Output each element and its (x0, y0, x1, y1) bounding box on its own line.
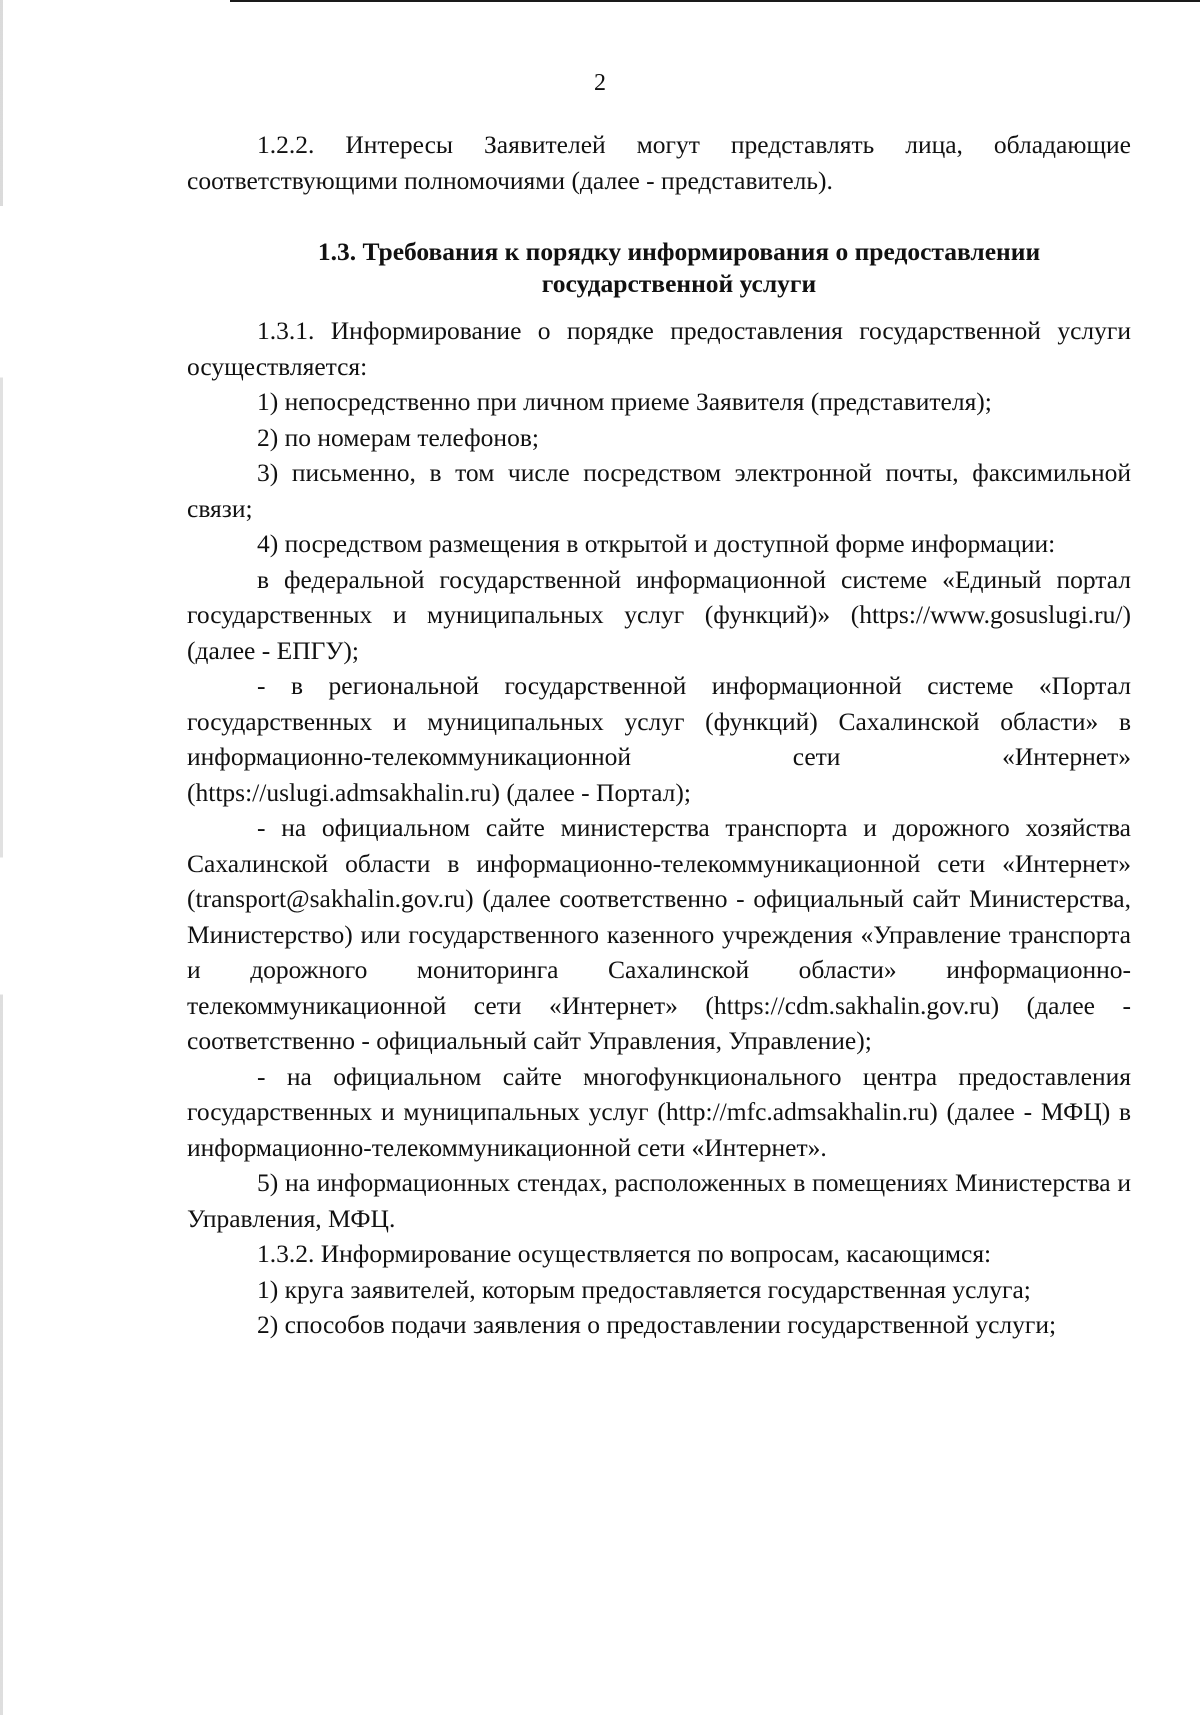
list-item: - на официальном сайте министерства транспорта и дорожного хозяйства Сахалинской области в информационно-телекоммуникационной сети «Интернет» (transport@sakhalin.gov.ru) (далее соответственно - официальный сайт Министерства, Министерство) или государственного казенного учреждения «Управление транспорта и дорожного мониторинга Сахалинской области» информационно-телекоммуникационной сети «Интернет» (https://cdm.sakhalin.gov.ru) (далее - соответственно - официальный сайт Управления, Управление); (187, 813, 1131, 1055)
document-body (187, 127, 1131, 1343)
scan-top-border (230, 0, 1200, 2)
section-heading-line-2: государственной услуги (541, 269, 817, 298)
list-item: 4) посредством размещения в открытой и доступной форме информации: (257, 529, 1056, 558)
section-heading-1-3 (187, 236, 1131, 300)
list-item: 2) по номерам телефонов; (257, 422, 539, 452)
list-item: 1) круга заявителей, которым предоставляется государственная услуга; (257, 1274, 1031, 1304)
list-item: 5) на информационных стендах, расположенных в помещениях Министерства и Управления, МФЦ. (187, 1168, 1131, 1233)
list-item: 3) письменно, в том числе посредством электронной почты, факсимильной связи; (187, 458, 1131, 523)
section-heading-line-1: 1.3. Требования к порядку информирования о предоставлении (317, 237, 1041, 266)
paragraph-1-3-1: 1.3.1. Информирование о порядке предоставления государственной услуги осуществляется: (187, 316, 1131, 381)
list-item: 2) способов подачи заявления о предоставлении государственной услуги; (257, 1310, 1057, 1339)
paragraph-list (187, 313, 1131, 1343)
paragraph-1-2-2: 1.2.2. Интересы Заявителей могут представлять лица, обладающие соответствующими полномочиями (далее - представитель). (187, 130, 1131, 195)
list-item: - на официальном сайте многофункционального центра предоставления государственных и муниципальных услуг (http://mfc.admsakhalin.ru) (далее - МФЦ) в информационно-телекоммуникационной сети «Интернет». (187, 1061, 1131, 1162)
paragraph-1-3-2: 1.3.2. Информирование осуществляется по вопросам, касающимся: (257, 1239, 992, 1268)
list-item: 1) непосредственно при личном приеме Заявителя (представителя); (257, 387, 992, 416)
list-item: - в региональной государственной информационной системе «Портал государственных и муниципальных услуг (функций) Сахалинской области» в информационно-телекоммуникационной сети «Интернет» (https://uslugi.admsakhalin.ru) (далее - Портал); (187, 671, 1131, 807)
page-number: 2 (594, 70, 606, 96)
scan-left-edge (0, 0, 3, 1715)
list-item: в федеральной государственной информационной системе «Единый портал государственных и муниципальных услуг (функций)» (https://www.gosuslugi.ru/) (далее - ЕПГУ); (187, 564, 1131, 665)
